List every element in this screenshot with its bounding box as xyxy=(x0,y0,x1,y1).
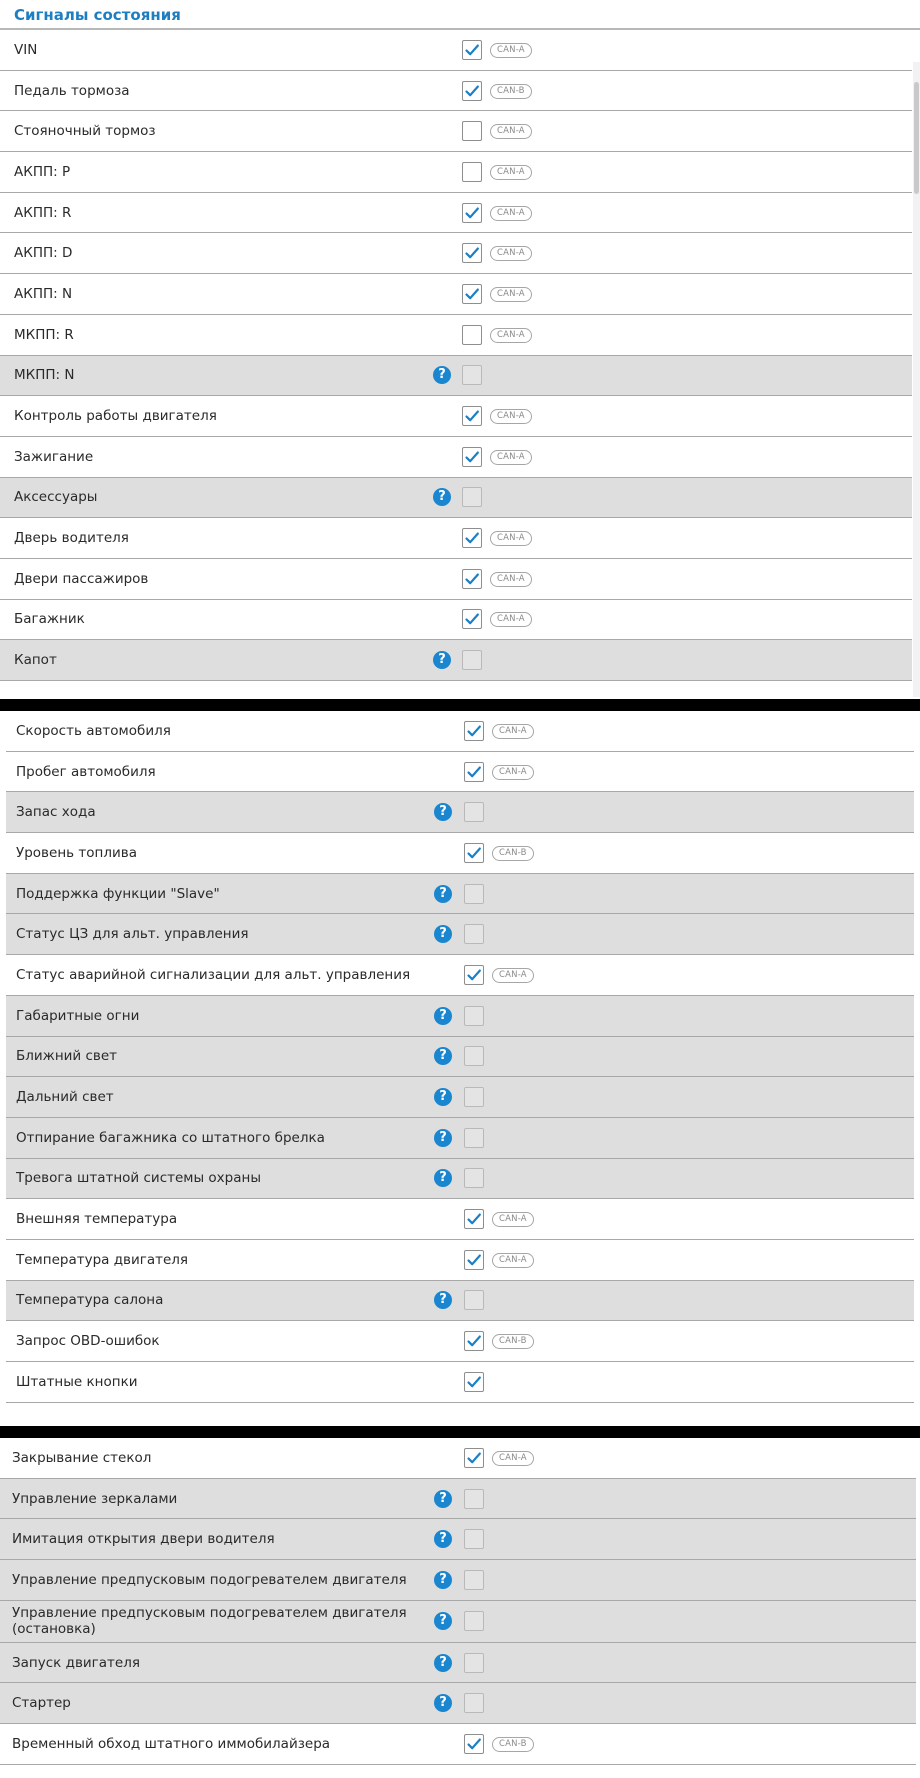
signal-checkbox[interactable] xyxy=(464,1250,484,1270)
signals-list xyxy=(0,30,920,681)
signal-checkbox xyxy=(464,1653,484,1673)
question-circle-icon[interactable]: ? xyxy=(434,885,452,903)
signal-row xyxy=(6,1159,914,1200)
signal-label: Уровень топлива xyxy=(16,844,137,861)
question-circle-icon[interactable]: ? xyxy=(434,1291,452,1309)
question-circle-icon[interactable]: ? xyxy=(433,488,451,506)
signal-row xyxy=(0,1601,916,1643)
signal-label: Запас хода xyxy=(16,804,96,821)
signal-row xyxy=(6,874,914,915)
signal-row xyxy=(0,600,912,641)
signal-checkbox[interactable] xyxy=(464,1331,484,1351)
can-bus-badge: CAN-A xyxy=(490,450,532,465)
signal-checkbox xyxy=(464,1168,484,1188)
signal-label: Пробег автомобиля xyxy=(16,763,156,780)
signal-label: Зажигание xyxy=(14,448,94,465)
signal-row xyxy=(6,1077,914,1118)
signal-checkbox[interactable] xyxy=(464,762,484,782)
signal-row xyxy=(0,1438,916,1479)
signal-row xyxy=(0,274,912,315)
can-bus-badge: CAN-A xyxy=(490,165,532,180)
signal-row xyxy=(6,1321,914,1362)
signal-label: Капот xyxy=(14,652,57,669)
signal-label: АКПП: R xyxy=(14,204,72,221)
signal-row xyxy=(6,955,914,996)
can-bus-badge: CAN-B xyxy=(490,84,532,99)
signal-label: Контроль работы двигателя xyxy=(14,408,217,425)
signal-label: Педаль тормоза xyxy=(14,82,130,99)
question-circle-icon[interactable]: ? xyxy=(434,1007,452,1025)
signal-label: Внешняя температура xyxy=(16,1211,178,1228)
question-circle-icon[interactable]: ? xyxy=(434,803,452,821)
signal-row xyxy=(6,711,914,752)
signal-checkbox[interactable] xyxy=(462,203,482,223)
can-bus-badge: CAN-A xyxy=(490,612,532,627)
signal-row xyxy=(0,71,912,112)
divider xyxy=(0,699,920,711)
signal-row xyxy=(0,152,912,193)
signal-row xyxy=(6,914,914,955)
question-circle-icon[interactable]: ? xyxy=(433,366,451,384)
signal-label: Дальний свет xyxy=(16,1089,114,1106)
scrollbar-thumb[interactable] xyxy=(914,82,919,194)
signal-checkbox[interactable] xyxy=(464,1372,484,1392)
question-circle-icon[interactable]: ? xyxy=(434,925,452,943)
signal-label: Аксессуары xyxy=(14,489,98,506)
question-circle-icon[interactable]: ? xyxy=(434,1490,452,1508)
signals-panel-middle xyxy=(6,711,914,1425)
signal-checkbox xyxy=(462,487,482,507)
signal-row xyxy=(0,193,912,234)
signal-label: Ближний свет xyxy=(16,1048,118,1065)
signal-row xyxy=(6,1037,914,1078)
signal-row xyxy=(0,640,912,681)
signal-checkbox[interactable] xyxy=(462,406,482,426)
signal-checkbox[interactable] xyxy=(462,609,482,629)
can-bus-badge: CAN-A xyxy=(490,246,532,261)
signal-row xyxy=(0,478,912,519)
signal-checkbox xyxy=(464,1006,484,1026)
question-circle-icon[interactable]: ? xyxy=(433,651,451,669)
signal-label: Габаритные огни xyxy=(16,1007,140,1024)
signal-checkbox[interactable] xyxy=(462,325,482,345)
signal-row xyxy=(0,1479,916,1520)
signal-row xyxy=(0,437,912,478)
signal-row xyxy=(0,1643,916,1684)
signal-label: Поддержка функции "Slave" xyxy=(16,885,220,902)
signal-row xyxy=(0,1683,916,1724)
signal-checkbox[interactable] xyxy=(462,40,482,60)
signal-checkbox[interactable] xyxy=(464,1734,484,1754)
signal-label: АКПП: P xyxy=(14,163,71,180)
signal-label: Отпирание багажника со штатного брелка xyxy=(16,1129,325,1146)
signal-checkbox[interactable] xyxy=(462,243,482,263)
signal-label: Управление предпусковым подогревателем двигателя xyxy=(12,1571,407,1588)
signal-row xyxy=(6,752,914,793)
signal-row xyxy=(6,996,914,1037)
can-bus-badge: CAN-A xyxy=(490,572,532,587)
signals-list xyxy=(0,1438,920,1765)
signal-row xyxy=(0,559,912,600)
signal-row xyxy=(0,518,912,559)
question-circle-icon[interactable]: ? xyxy=(434,1694,452,1712)
signal-label: Тревога штатной системы охраны xyxy=(16,1170,261,1187)
section-title: Сигналы состояния xyxy=(0,0,920,30)
can-bus-badge: CAN-A xyxy=(490,531,532,546)
signals-list xyxy=(6,711,914,1403)
signal-label: VIN xyxy=(14,41,38,58)
signal-label: Управление зеркалами xyxy=(12,1490,178,1507)
signal-label: Статус ЦЗ для альт. управления xyxy=(16,926,249,943)
can-bus-badge: CAN-A xyxy=(492,1253,534,1268)
signal-row xyxy=(0,233,912,274)
can-bus-badge: CAN-A xyxy=(490,206,532,221)
signal-row xyxy=(6,1240,914,1281)
signal-checkbox xyxy=(462,365,482,385)
can-bus-badge: CAN-A xyxy=(492,765,534,780)
signal-checkbox xyxy=(464,1570,484,1590)
signal-checkbox xyxy=(464,1611,484,1631)
signal-checkbox[interactable] xyxy=(462,284,482,304)
signal-checkbox xyxy=(464,1529,484,1549)
divider xyxy=(0,1426,920,1438)
signal-row xyxy=(6,1362,914,1403)
signal-label: МКПП: N xyxy=(14,367,75,384)
can-bus-badge: CAN-A xyxy=(490,43,532,58)
signal-label: Закрывание стекол xyxy=(12,1449,152,1466)
signal-label: Управление предпусковым подогревателем двигателя (остановка) xyxy=(12,1605,407,1638)
signal-label: Стартер xyxy=(12,1695,71,1712)
signal-label: Температура двигателя xyxy=(16,1251,189,1268)
signals-panel-bottom xyxy=(0,1438,920,1778)
signal-checkbox[interactable] xyxy=(464,843,484,863)
can-bus-badge: CAN-A xyxy=(490,287,532,302)
signal-checkbox xyxy=(462,650,482,670)
signal-row xyxy=(0,1519,916,1560)
can-bus-badge: CAN-A xyxy=(490,328,532,343)
signal-checkbox[interactable] xyxy=(464,721,484,741)
signal-label: АКПП: N xyxy=(14,285,73,302)
signal-checkbox xyxy=(464,1693,484,1713)
signal-checkbox[interactable] xyxy=(464,1448,484,1468)
signal-row xyxy=(0,396,912,437)
signal-checkbox[interactable] xyxy=(462,121,482,141)
signal-row xyxy=(0,315,912,356)
question-circle-icon[interactable]: ? xyxy=(434,1129,452,1147)
signal-row xyxy=(6,1118,914,1159)
signal-checkbox xyxy=(464,1290,484,1310)
question-circle-icon[interactable]: ? xyxy=(434,1088,452,1106)
can-bus-badge: CAN-B xyxy=(492,846,534,861)
signal-label: Дверь водителя xyxy=(14,530,129,547)
signal-checkbox[interactable] xyxy=(462,447,482,467)
can-bus-badge: CAN-A xyxy=(492,724,534,739)
signal-checkbox[interactable] xyxy=(464,1209,484,1229)
signal-checkbox[interactable] xyxy=(462,81,482,101)
signal-label: МКПП: R xyxy=(14,326,74,343)
signal-row xyxy=(0,30,912,71)
question-circle-icon[interactable]: ? xyxy=(434,1169,452,1187)
signal-label: Временный обход штатного иммобилайзера xyxy=(12,1735,331,1752)
signal-label: Температура салона xyxy=(16,1292,164,1309)
question-circle-icon[interactable]: ? xyxy=(434,1530,452,1548)
question-circle-icon[interactable]: ? xyxy=(434,1612,452,1630)
question-circle-icon[interactable]: ? xyxy=(434,1654,452,1672)
signal-label: Статус аварийной сигнализации для альт. управления xyxy=(16,966,411,983)
signal-label: Запрос OBD-ошибок xyxy=(16,1333,160,1350)
signal-label: Имитация открытия двери водителя xyxy=(12,1531,275,1548)
signal-checkbox[interactable] xyxy=(464,965,484,985)
signal-checkbox[interactable] xyxy=(462,569,482,589)
signal-checkbox xyxy=(464,1489,484,1509)
signal-label: Багажник xyxy=(14,611,85,628)
can-bus-badge: CAN-B xyxy=(492,1334,534,1349)
signal-row xyxy=(6,833,914,874)
signals-panel-top xyxy=(0,0,920,697)
signal-checkbox[interactable] xyxy=(462,162,482,182)
signal-label: Двери пассажиров xyxy=(14,570,149,587)
question-circle-icon[interactable]: ? xyxy=(434,1047,452,1065)
can-bus-badge: CAN-A xyxy=(490,124,532,139)
signal-checkbox[interactable] xyxy=(462,528,482,548)
signal-label: АКПП: D xyxy=(14,245,73,262)
signal-row xyxy=(0,1724,916,1765)
signal-row xyxy=(0,356,912,397)
signal-label: Скорость автомобиля xyxy=(16,722,171,739)
signal-label: Штатные кнопки xyxy=(16,1373,138,1390)
signal-checkbox xyxy=(464,1128,484,1148)
signal-row xyxy=(6,1281,914,1322)
signal-row xyxy=(0,111,912,152)
signal-checkbox xyxy=(464,924,484,944)
signal-label: Стояночный тормоз xyxy=(14,123,156,140)
can-bus-badge: CAN-A xyxy=(492,1212,534,1227)
signal-row xyxy=(0,1560,916,1601)
signal-row xyxy=(6,792,914,833)
signal-checkbox xyxy=(464,1087,484,1107)
question-circle-icon[interactable]: ? xyxy=(434,1571,452,1589)
signal-checkbox xyxy=(464,884,484,904)
signal-checkbox xyxy=(464,802,484,822)
signal-checkbox xyxy=(464,1046,484,1066)
can-bus-badge: CAN-A xyxy=(492,1451,534,1466)
can-bus-badge: CAN-B xyxy=(492,1737,534,1752)
can-bus-badge: CAN-A xyxy=(490,409,532,424)
can-bus-badge: CAN-A xyxy=(492,968,534,983)
signal-row xyxy=(6,1199,914,1240)
signal-label: Запуск двигателя xyxy=(12,1654,140,1671)
